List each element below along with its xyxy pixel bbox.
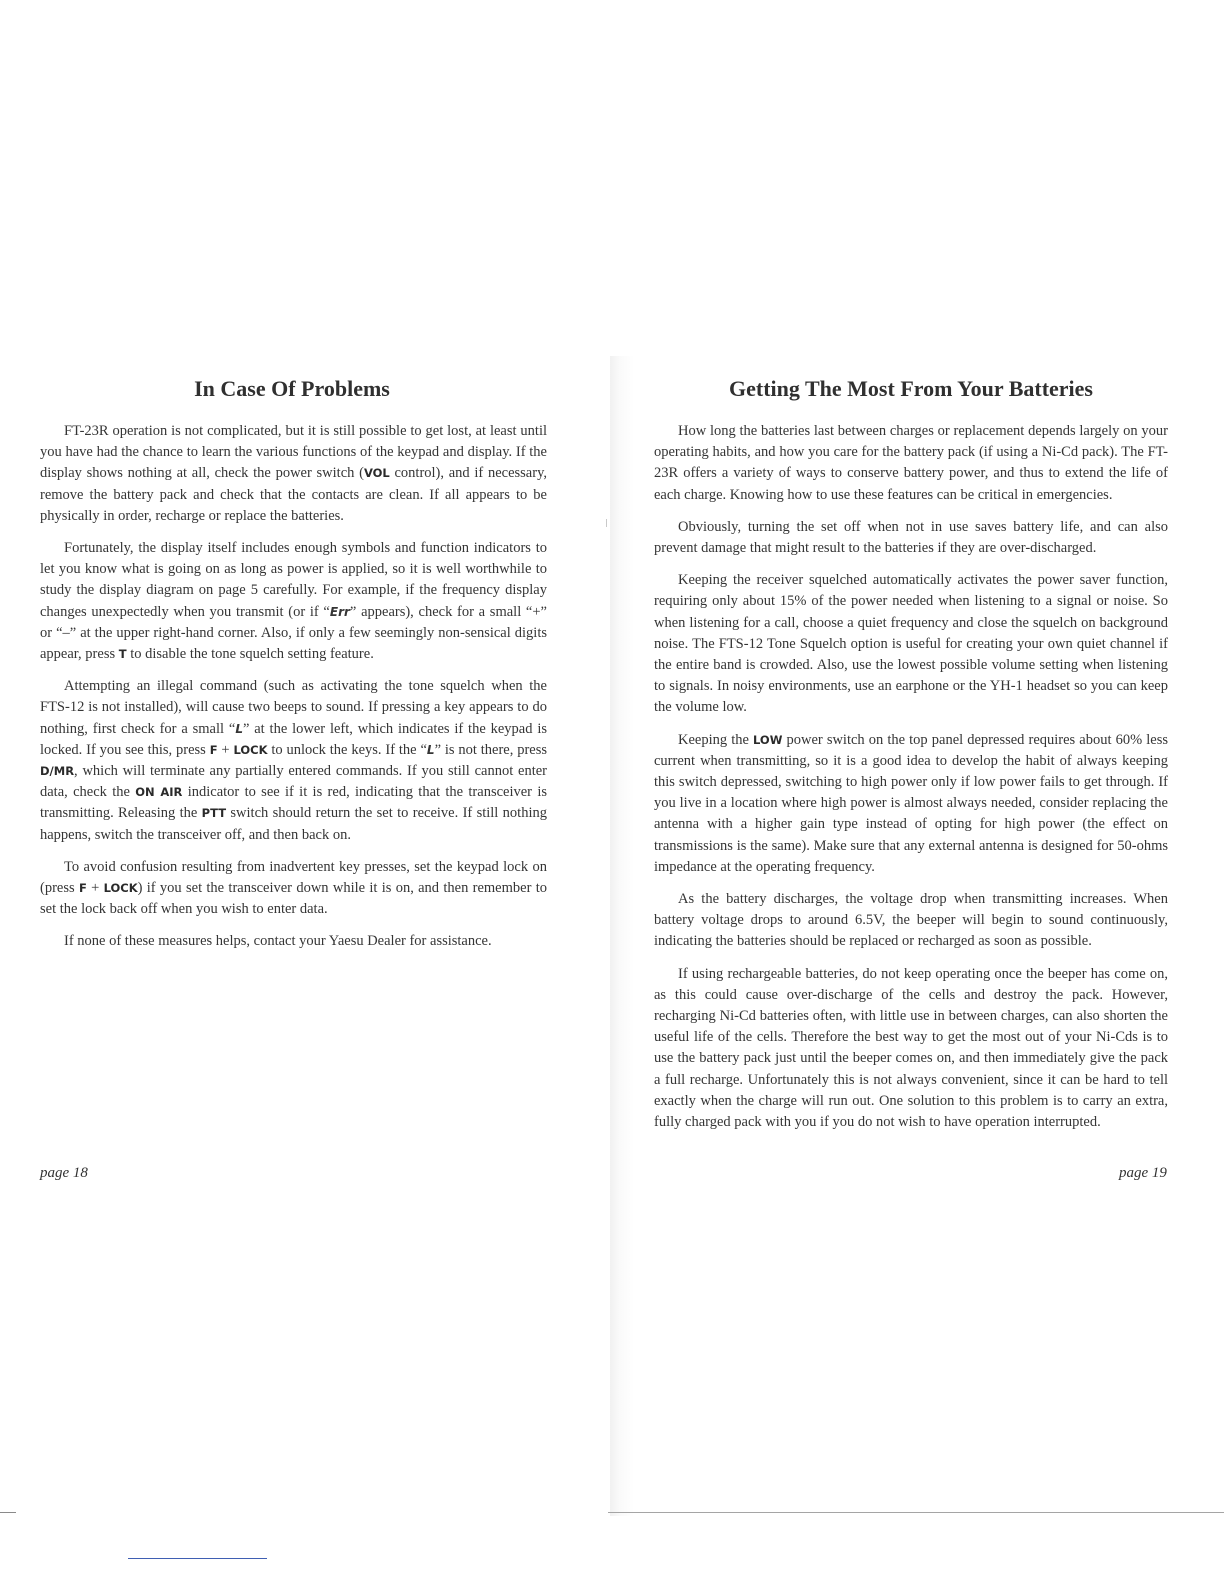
text-run: If using rechargeable batteries, do not keep operating once the beeper has come on, as this could cause over-discharge of the cells and destroy the pack. However, recharging Ni-Cd batteries often, with little use in between charges, can also shorten the useful life of the cells. Therefore the best way to get the most out of your Ni-Cds is to use the battery pack just until the beeper comes on, and then immediately give the pack a full recharge. Unfortunately this is not always convenient, since it can be hard to tell exactly when the charge will run out. One solution to this problem is to carry an extra, fully charged pack with you if you do not wish to have operation interrupted.: [654, 965, 1168, 1131]
text-run: ” at the lower left, which indicates if the keypad is locked. If you see this, press: [40, 720, 547, 758]
right_page-paragraph: [654, 889, 1168, 953]
left_page-paragraph: [40, 538, 547, 665]
left-bottom-rule: [0, 1512, 16, 1513]
left-page-title: In Case Of Problems: [194, 376, 390, 401]
text-run: indicator to see if it is red, indicating that the transceiver is transmitting. Releasing the: [40, 784, 547, 822]
right_page-paragraph: [654, 570, 1168, 718]
text-run: +: [86, 880, 104, 897]
text-run: To avoid confusion resulting from inadvertent key presses, set the keypad lock on (press: [40, 858, 547, 897]
right_page-paragraph: [654, 730, 1168, 878]
text-run: How long the batteries last between charges or replacement depends largely on your operating habits, and how you care for the battery pack (if using a Ni-Cd pack). The FT-23R offers a variety of ways to conserve battery power, and thus to extend the life of each charge. Knowing how to use these features can be critical in emergencies.: [654, 423, 1168, 503]
control-name: LOW: [753, 732, 783, 747]
left_page-paragraph: [40, 421, 547, 527]
control-name: F: [78, 881, 87, 896]
right_page-paragraph: [654, 421, 1168, 506]
blue-rule: [128, 1558, 267, 1559]
control-name: PTT: [201, 806, 227, 821]
text-run: Keeping the receiver squelched automatically activates the power saver function, requiring only about 15% of the power needed when listening to a signal or noise. So when listening for a call, choose a quiet frequency and close the squelch on background noise. The FTS-12 Tone Squelch option is useful for creating your own quiet channel if the entire band is crowded. Also, use the lowest possible volume setting when listening to signals. In noisy environments, use an earphone or the YH-1 headset so you can keep the volume low.: [654, 572, 1168, 716]
left-page-number: page 18: [40, 1165, 88, 1181]
text-run: power switch on the top panel depressed requires about 60% less current when transmitting, so it is a good idea to develop the habit of always keeping this switch depressed, switching to high power only if low power fails to get through. If you live in a location where high power is almost always needed, consider replacing the antenna with a higher gain type instead of opting for high power (the effect on transmissions is the same). Make sure that any external antenna is designed for 50-ohms impedance at the operating frequency.: [654, 731, 1168, 875]
control-name: LOCK: [103, 881, 138, 896]
text-run: Attempting an illegal command (such as activating the tone squelch when the FTS-12 is not installed), will cause two beeps to sound. If pressing a key appears to do nothing, first check for a small “: [40, 678, 547, 737]
text-run: ” appears), check for a small “+” or “–” at the upper right-hand corner. Also, if only a few seemingly non-sensical digits appear, press: [40, 603, 547, 663]
text-run: If none of these measures helps, contact your Yaesu Dealer for assistance.: [64, 933, 492, 950]
control-name: T: [118, 647, 127, 662]
text-run: control), and if necessary, remove the battery pack and check that the contacts are clean. If all appears to be physically in order, recharge or replace the batteries.: [40, 465, 547, 524]
right_page-paragraph: [654, 964, 1168, 1134]
text-run: As the battery discharges, the voltage drop when transmitting increases. When battery voltage drops to around 6.5V, the beeper will begin to sound continuously, indicating the batteries should be replaced or recharged as soon as possible.: [654, 891, 1168, 950]
text-run: ” is not there, press: [434, 741, 548, 758]
left_page-paragraph: [40, 931, 547, 952]
display-symbol: L: [235, 721, 243, 736]
control-name: LOCK: [233, 742, 268, 757]
left_page-paragraph: [40, 676, 547, 846]
text-run: +: [217, 741, 234, 758]
right_page-paragraph: [654, 517, 1168, 559]
text-run: Fortunately, the display itself includes enough symbols and function indicators to let you know what is going on as long as power is applied, so it is well worthwhile to study the display diagram on page 5 carefully. For example, if the frequency display changes unexpectedly when you transmit (or if “: [40, 540, 547, 620]
text-run: ) if you set the transceiver down while it is on, and then remember to set the lock back off when you wish to enter data.: [40, 880, 547, 918]
text-run: to disable the tone squelch setting feature.: [126, 646, 374, 663]
right-page-title: Getting The Most From Your Batteries: [729, 376, 1093, 401]
display-symbol: L: [426, 742, 435, 757]
right-bottom-rule: [608, 1512, 1224, 1513]
right-page-body: [654, 421, 1168, 1144]
control-name: F: [209, 742, 218, 757]
text-run: Keeping the: [678, 731, 754, 748]
right-page-number: page 19: [1119, 1165, 1167, 1181]
left-page-body: [40, 421, 547, 964]
scan-speck: [606, 519, 607, 527]
left_page-paragraph: [40, 857, 547, 921]
text-run: switch should return the set to receive. If still nothing happens, switch the transceiver off, and then back on.: [40, 805, 547, 843]
control-name: VOL: [363, 466, 390, 481]
text-run: , which will terminate any partially entered commands. If you still cannot enter data, check the: [40, 763, 547, 801]
display-symbol: Err: [329, 604, 350, 619]
text-run: Obviously, turning the set off when not in use saves battery life, and can also prevent damage that might result to the batteries if they are over-discharged.: [654, 518, 1168, 557]
control-name: D/MR: [40, 764, 75, 779]
control-name: ON AIR: [135, 785, 183, 800]
text-run: to unlock the keys. If the “: [267, 741, 427, 758]
text-run: FT-23R operation is not complicated, but it is still possible to get lost, at least until you have had the chance to learn the various functions of the keypad and display. If the display shows nothing at all, check the power switch (: [40, 423, 547, 482]
